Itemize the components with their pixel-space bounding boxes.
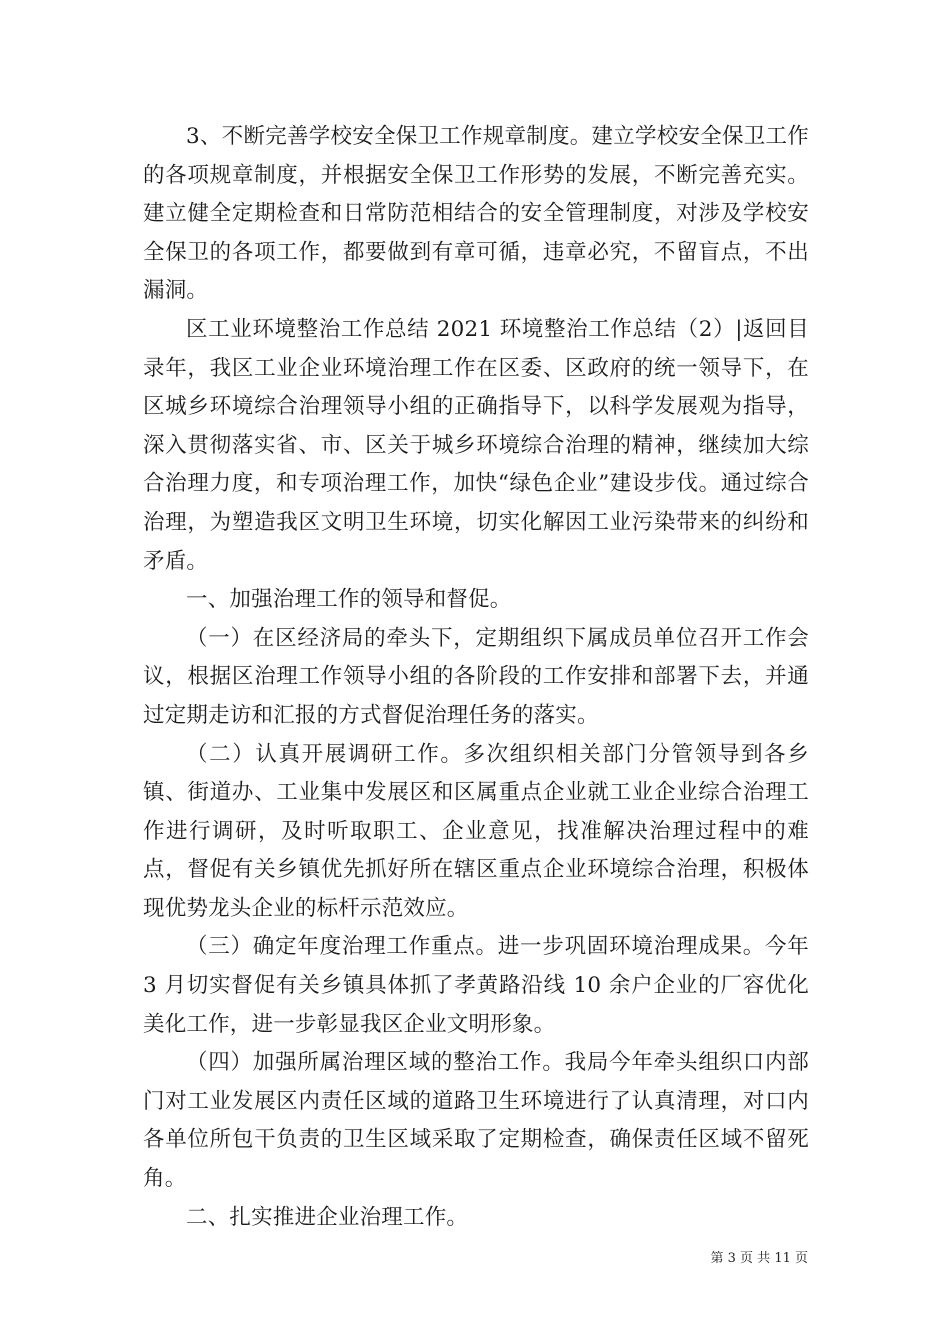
text-line: 工作的各项规章制度，并根据安全保卫工作形势的发展，不断完善 — [143, 124, 809, 188]
paragraph-item-2 — [143, 736, 809, 929]
text-line: 导，深入贯彻落实省、市、区关于城乡环境综合治理的精神，继续 — [143, 394, 809, 458]
text-line: 3、不断完善学校安全保卫工作规章制度。建立学校安全保卫 — [186, 124, 766, 149]
text-line: 目录年，我区工业企业环境治理工作在区委、区政府的统一领导下， — [143, 316, 809, 381]
text-line: 年 3 月切实督促有关乡镇具体抓了孝黄路沿线 10 余户企业的厂容优 — [143, 934, 817, 999]
text-line: 难点，督促有关乡镇优先抓好所在辖区重点企业环境综合治理，积 — [143, 818, 809, 883]
paragraph-safety-rules — [143, 118, 809, 311]
paragraph-item-1 — [143, 620, 809, 736]
text-line: 镇、街道办、工业集中发展区和区属重点企业就工业企业综合治理 — [143, 780, 788, 806]
text-line: （一）在区经济局的牵头下，定期组织下属成员单位召开工作 — [186, 625, 788, 651]
text-line: 来的纠纷和矛盾。 — [143, 509, 809, 574]
page-number-footer: 第 3 页 共 11 页 — [710, 1251, 808, 1266]
text-line: 部门对工业发展区内责任区域的道路卫生环境进行了认真清理，对 — [143, 1050, 809, 1114]
text-line: （二）认真开展调研工作。多次组织相关部门分管领导到各乡 — [186, 741, 809, 767]
text-line: （三）确定年度治理工作重点。进一步巩固环境治理成果。今 — [186, 934, 788, 960]
text-line: （四）加强所属治理区域的整治工作。我局今年牵头组织口内 — [186, 1050, 788, 1076]
section-heading-2 — [143, 1199, 809, 1238]
paragraph-item-4 — [143, 1044, 809, 1198]
text-line: 一、加强治理工作的领导和督促。 — [186, 587, 512, 613]
text-line: 工作进行调研，及时听取职工、企业意见，找准解决治理过程中的 — [143, 780, 809, 844]
document-body — [143, 118, 817, 1237]
text-line: 盲点，不出漏洞。 — [143, 239, 809, 304]
text-line: 会议，根据区治理工作领导小组的各阶段的工作安排和部署下去， — [143, 625, 809, 690]
text-line: 极体现优势龙头企业的标杆示范效应。 — [143, 857, 809, 921]
text-line: 通过综合治理，为塑造我区文明卫生环境，切实化解因工业污染带 — [143, 471, 809, 535]
text-line: 充实。建立健全定期检查和日常防范相结合的安全管理制度，对涉 — [143, 162, 809, 227]
paragraph-summary-intro — [143, 311, 809, 581]
text-line: 口内各单位所包干负责的卫生区域采取了定期检查，确保责任区域 — [143, 1088, 809, 1153]
text-line: 加大综合治理力度，和专项治理工作，加快“绿色企业”建设步伐。 — [143, 432, 809, 497]
text-line: 及学校安全保卫的各项工作，都要做到有章可循，违章必究，不留 — [143, 201, 809, 265]
text-line: 并通过定期走访和汇报的方式督促治理任务的落实。 — [143, 664, 809, 728]
section-heading-1 — [143, 581, 809, 620]
text-line: 在区城乡环境综合治理领导小组的正确指导下，以科学发展观为指 — [143, 355, 809, 420]
text-line: 不留死角。 — [143, 1127, 809, 1192]
paragraph-item-3 — [143, 928, 817, 1044]
text-line: 化美化工作，进一步彰显我区企业文明形象。 — [143, 973, 809, 1037]
text-line: 二、扎实推进企业治理工作。 — [186, 1204, 469, 1230]
text-line: 区工业环境整治工作总结 2021 环境整治工作总结（2）|返回 — [186, 316, 788, 342]
